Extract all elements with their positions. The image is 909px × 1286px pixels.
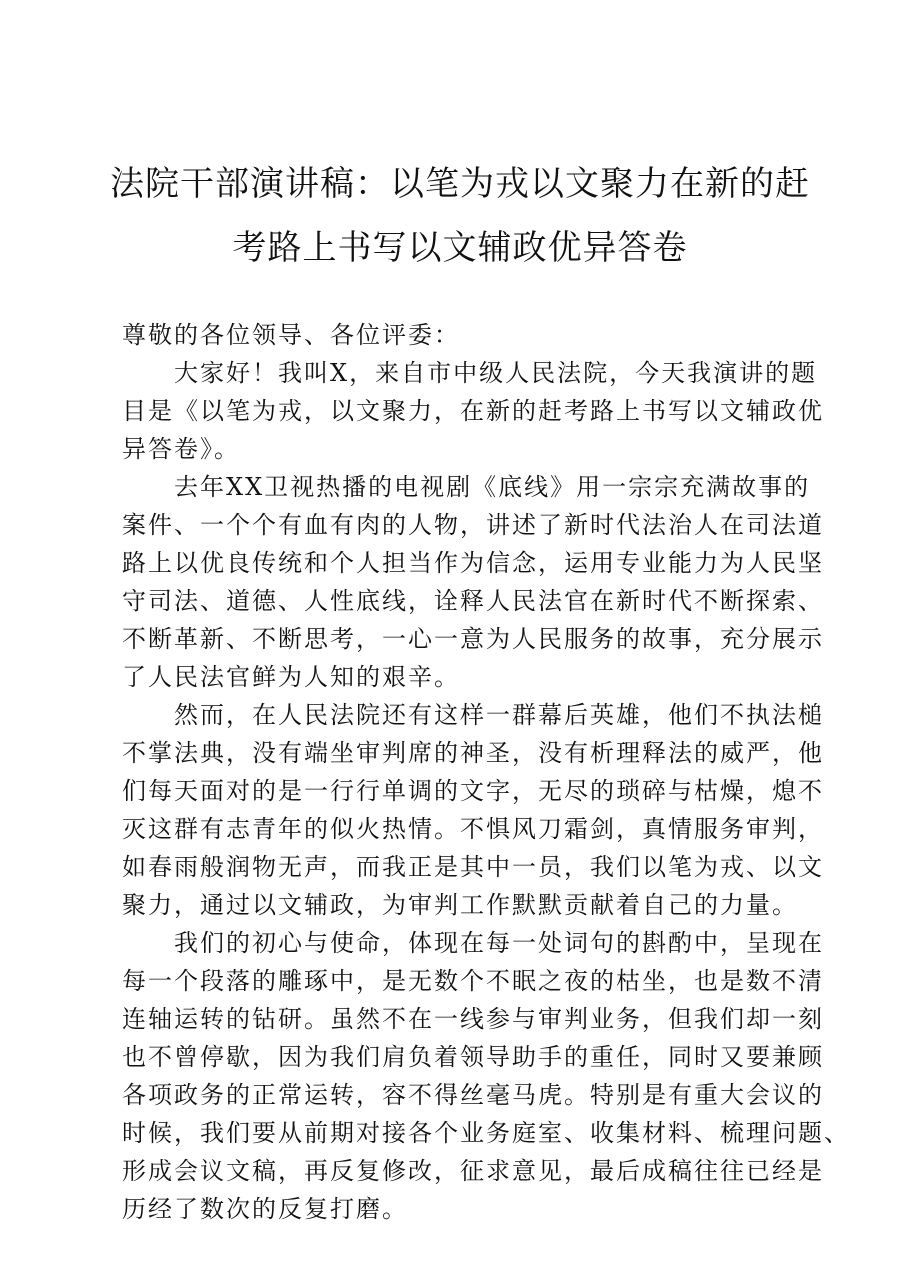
paragraph-line: 形成会议文稿，再反复修改，征求意见，最后成稿往往已经是: [122, 1157, 824, 1185]
paragraph-line: 聚力，通过以文辅政，为审判工作默默贡献着自己的力量。: [122, 891, 798, 919]
salutation: 尊敬的各位领导、各位评委：: [122, 321, 460, 349]
paragraph-line: 然而，在人民法院还有这样一群幕后英雄，他们不执法槌: [174, 701, 824, 729]
paragraph-line: 也不曾停歇，因为我们肩负着领导助手的重任，同时又要兼顾: [122, 1043, 824, 1071]
paragraph-1: [122, 354, 824, 468]
paragraph-line: 每一个段落的雕琢中，是无数个不眠之夜的枯坐，也是数不清: [122, 967, 824, 995]
paragraph-line: 连轴运转的钻研。虽然不在一线参与审判业务，但我们却一刻: [122, 1005, 824, 1033]
paragraph-3: [122, 696, 824, 924]
paragraph-line: 我们的初心与使命，体现在每一处词句的斟酌中，呈现在: [174, 929, 824, 957]
paragraph-line: 时候，我们要从前期对接各个业务庭室、收集材料、梳理问题、: [122, 1119, 850, 1147]
paragraph-line: 大家好！我叫X，来自市中级人民法院，今天我演讲的题: [174, 359, 818, 387]
paragraph-line: 们每天面对的是一行行单调的文字，无尽的琐碎与枯燥，熄不: [122, 777, 824, 805]
title-line-1: 法院干部演讲稿：以笔为戎以文聚力在新的赶: [110, 164, 810, 204]
paragraph-4: [122, 924, 850, 1228]
document-title: [110, 152, 810, 280]
paragraph-line: 路上以优良传统和个人担当作为信念，运用专业能力为人民坚: [122, 549, 824, 577]
paragraph-line: 目是《以笔为戎，以文聚力，在新的赶考路上书写以文辅政优: [122, 397, 824, 425]
paragraph-line: 案件、一个个有血有肉的人物，讲述了新时代法治人在司法道: [122, 511, 824, 539]
paragraph-line: 守司法、道德、人性底线，诠释人民法官在新时代不断探索、: [122, 587, 824, 615]
paragraph-line: 如春雨般润物无声，而我正是其中一员，我们以笔为戎、以文: [122, 853, 824, 881]
paragraph-line: 不掌法典，没有端坐审判席的神圣，没有析理释法的威严，他: [122, 739, 824, 767]
paragraph-line: 历经了数次的反复打磨。: [122, 1195, 408, 1223]
document-body: [122, 316, 850, 1228]
paragraph-line: 灭这群有志青年的似火热情。不惧风刀霜剑，真情服务审判，: [122, 815, 824, 843]
paragraph-line: 异答卷》。: [122, 435, 240, 463]
paragraph-line: 了人民法官鲜为人知的艰辛。: [122, 663, 460, 691]
paragraph-2: [122, 468, 824, 696]
paragraph-line: 去年XX卫视热播的电视剧《底线》用一宗宗充满故事的: [174, 473, 811, 501]
paragraph-line: 不断革新、不断思考，一心一意为人民服务的故事，充分展示: [122, 625, 824, 653]
paragraph-line: 各项政务的正常运转，容不得丝毫马虎。特别是有重大会议的: [122, 1081, 824, 1109]
title-line-2: 考路上书写以文辅政优异答卷: [232, 228, 688, 268]
